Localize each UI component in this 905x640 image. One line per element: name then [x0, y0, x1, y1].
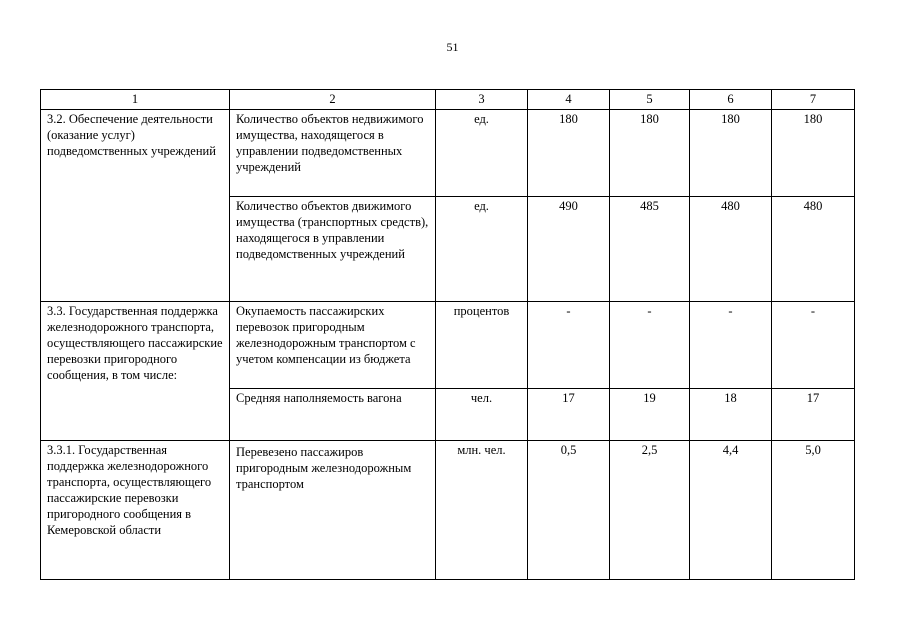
value-cell: 490: [528, 197, 610, 302]
value-cell: -: [772, 302, 855, 389]
value-cell: -: [610, 302, 690, 389]
value-cell: 180: [690, 110, 772, 197]
indicator-cell: Количество объектов движимого имущества (транспортных средств), находящегося в управлении подведомственных учреждений: [230, 197, 436, 302]
value-cell: 480: [772, 197, 855, 302]
unit-cell: ед.: [436, 110, 528, 197]
value-cell: 180: [528, 110, 610, 197]
column-header-1: 1: [41, 90, 230, 110]
value-cell: 18: [690, 389, 772, 441]
indicators-table: [40, 89, 855, 580]
column-header-5: 5: [610, 90, 690, 110]
value-cell: 17: [528, 389, 610, 441]
value-cell: -: [690, 302, 772, 389]
unit-cell: ед.: [436, 197, 528, 302]
unit-cell: чел.: [436, 389, 528, 441]
value-cell: -: [528, 302, 610, 389]
value-cell: 4,4: [690, 441, 772, 580]
column-header-7: 7: [772, 90, 855, 110]
value-cell: 19: [610, 389, 690, 441]
page-number: 51: [446, 40, 459, 54]
unit-cell: млн. чел.: [436, 441, 528, 580]
value-cell: 180: [610, 110, 690, 197]
column-header-6: 6: [690, 90, 772, 110]
section-name: 3.2. Обеспечение деятельности (оказание услуг) подведомственных учреждений: [41, 110, 230, 302]
table-row: [41, 441, 855, 580]
column-header-3: 3: [436, 90, 528, 110]
section-name: 3.3.1. Государственная поддержка железнодорожного транспорта, осуществляющего пассажирские перевозки пригородного сообщения в Кемеровской области: [41, 441, 230, 580]
table-header-row: [41, 90, 855, 110]
value-cell: 480: [690, 197, 772, 302]
table-row: [41, 110, 855, 197]
indicator-cell: Количество объектов недвижимого имущества, находящегося в управлении подведомственных учреждений: [230, 110, 436, 197]
indicator-cell: Средняя наполняемость вагона: [230, 389, 436, 441]
column-header-2: 2: [230, 90, 436, 110]
indicator-cell: Окупаемость пассажирских перевозок пригородным железнодорожным транспортом с учетом компенсации из бюджета: [230, 302, 436, 389]
value-cell: 17: [772, 389, 855, 441]
value-cell: 180: [772, 110, 855, 197]
value-cell: 2,5: [610, 441, 690, 580]
column-header-4: 4: [528, 90, 610, 110]
table-row: [41, 302, 855, 389]
indicator-cell: Перевезено пассажиров пригородным железнодорожным транспортом: [230, 441, 436, 580]
section-name: 3.3. Государственная поддержка железнодорожного транспорта, осуществляющего пассажирские перевозки пригородного сообщения, в том числе:: [41, 302, 230, 441]
value-cell: 485: [610, 197, 690, 302]
value-cell: 0,5: [528, 441, 610, 580]
unit-cell: процентов: [436, 302, 528, 389]
value-cell: 5,0: [772, 441, 855, 580]
